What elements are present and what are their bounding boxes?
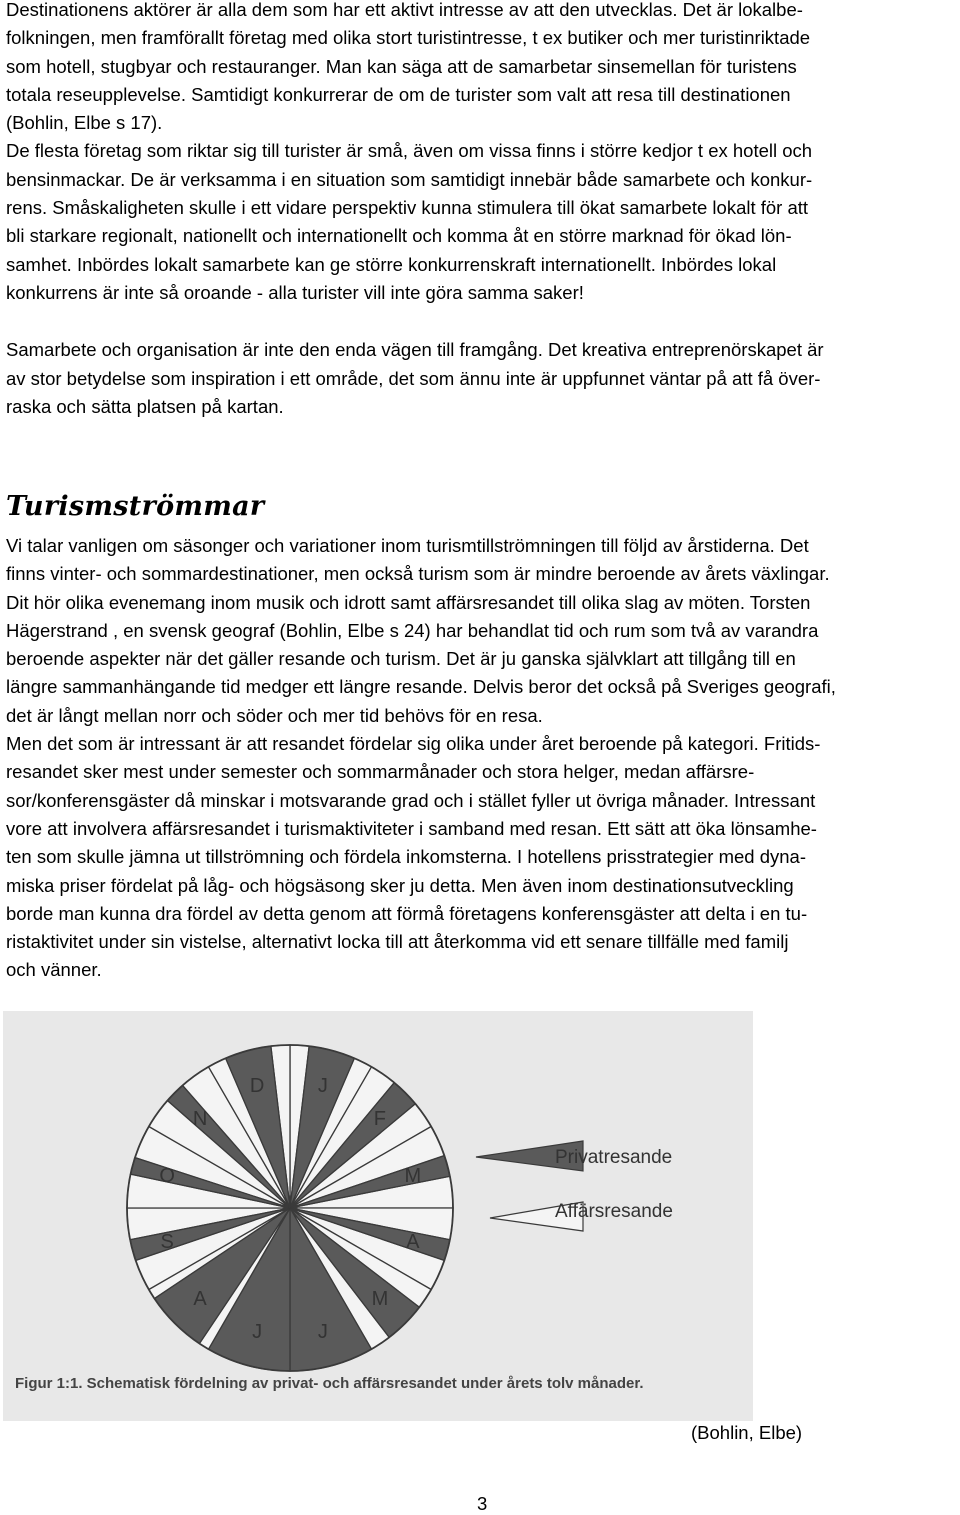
private-legend-label: Privatresande (555, 1147, 673, 1168)
text-line: ten som skulle jämna ut tillströmning och fördela inkomsterna. I hotellens prisstrategier med dyna- (6, 846, 806, 868)
text-line: Hägerstrand , en svensk geograf (Bohlin, Elbe s 24) har behandlat tid och rum som två av varandra (6, 619, 819, 641)
month-label: J (317, 1075, 328, 1098)
text-line: som hotell, stugbyar och restauranger. Man kan säga att de samarbetar sinsemellan för turistens (6, 55, 797, 77)
text-line: Destinationens aktörer är alla dem som har ett aktivt intresse av att den utvecklas. Det är lokalbe- (6, 0, 803, 20)
month-label: M (404, 1165, 422, 1188)
month-label: F (373, 1108, 387, 1131)
text-line: det är långt mellan norr och söder och mer tid behövs för en resa. (6, 704, 543, 726)
text-line: vore att involvera affärsresandet i turismaktiviteter i samband med resan. Ett sätt att öka lönsamhe- (6, 817, 817, 839)
text-line: Men det som är intressant är att resandet fördelar sig olika under året beroende på kategori. Fritids- (6, 733, 821, 755)
section-paragraph (6, 532, 836, 985)
text-line: av stor betydelse som inspiration i ett område, det som ännu inte är uppfunnet väntar på att få över- (6, 367, 821, 389)
text-line: bli starkare regionalt, nationellt och internationellt och komma åt en större marknad för ökad lön- (6, 225, 792, 247)
month-label: J (252, 1320, 263, 1343)
figure-credit: (Bohlin, Elbe) (691, 1422, 803, 1443)
month-label: S (160, 1230, 174, 1253)
second-paragraph (6, 336, 956, 421)
text-line: borde man kunna dra fördel av detta genom att förmå företagens konferensgäster att delta i en tu- (6, 902, 808, 924)
month-label: A (406, 1230, 420, 1253)
text-line: och vänner. (6, 959, 102, 981)
figure-caption: Figur 1:1. Schematisk fördelning av privat- och affärsresandet under årets tolv månader. (15, 1375, 644, 1392)
document-page (6, 0, 956, 981)
section-title: Turismströmmar (6, 491, 265, 522)
text-line: ristaktivitet under sin vistelse, alternativt locka till att återkomma vid ett senare tillfälle med familj (6, 931, 789, 953)
text-line: sor/konferensgäster då minskar i motsvarande grad och i stället fyller ut övriga månader. Intressant (6, 789, 816, 811)
text-line: Samarbete och organisation är inte den enda vägen till framgång. Det kreativa entreprenörskapet är (6, 339, 824, 361)
intro-paragraph (6, 0, 956, 307)
month-label: D (249, 1075, 265, 1098)
text-line: raska och sätta platsen på kartan. (6, 395, 284, 417)
month-label: M (371, 1287, 389, 1310)
month-wheel (127, 1045, 453, 1371)
page-number: 3 (477, 1493, 488, 1514)
text-line: (Bohlin, Elbe s 17). (6, 112, 163, 134)
scanned-figure (3, 1011, 753, 1421)
text-line: beroende aspekter när det gäller resande och turism. Det är ju ganska självklart att tillgång till en (6, 648, 796, 670)
text-line: miska priser fördelat på låg- och högsäsong sker ju detta. Men även inom destinationsutveckling (6, 874, 794, 896)
month-label: O (159, 1165, 175, 1188)
text-line: konkurrens är inte så oroande - alla turister vill inte göra samma saker! (6, 281, 584, 303)
text-line: totala reseupplevelse. Samtidigt konkurrerar de om de turister som valt att resa till destinationen (6, 83, 791, 105)
month-label: A (193, 1287, 207, 1310)
text-line: längre sammanhängande tid medger ett längre resande. Delvis beror det också på Sveriges geografi, (6, 676, 836, 698)
text-line: De flesta företag som riktar sig till turister är små, även om vissa finns i större kedjor t ex hotell och (6, 140, 813, 162)
month-label: N (192, 1108, 208, 1131)
text-line: bensinmackar. De är verksamma i en situation som samtidigt innebär både samarbete och konkur- (6, 168, 813, 190)
text-line: Vi talar vanligen om säsonger och variationer inom turismtillströmningen till följd av årstiderna. Det (6, 535, 809, 556)
text-line: samhet. Inbördes lokalt samarbete kan ge större konkurrenskraft internationellt. Inbördes lokal (6, 253, 777, 275)
business-legend-label: Affärsresande (555, 1201, 673, 1222)
text-line: finns vinter- och sommardestinationer, men också turism som är mindre beroende av årets växlingar. (6, 563, 830, 585)
season-wheel-diagram (3, 1011, 753, 1421)
month-label: J (317, 1320, 328, 1343)
text-line: folkningen, men framförallt företag med olika stort turistintresse, t ex butiker och mer turistinriktade (6, 27, 811, 49)
text-line: Dit hör olika evenemang inom musik och idrott samt affärsresandet till olika slag av möten. Torsten (6, 591, 811, 613)
text-line: resandet sker mest under semester och sommarmånader och stora helger, medan affärsre- (6, 761, 755, 783)
text-line: rens. Småskaligheten skulle i ett vidare perspektiv kunna stimulera till ökat samarbete lokalt för att (6, 197, 809, 219)
